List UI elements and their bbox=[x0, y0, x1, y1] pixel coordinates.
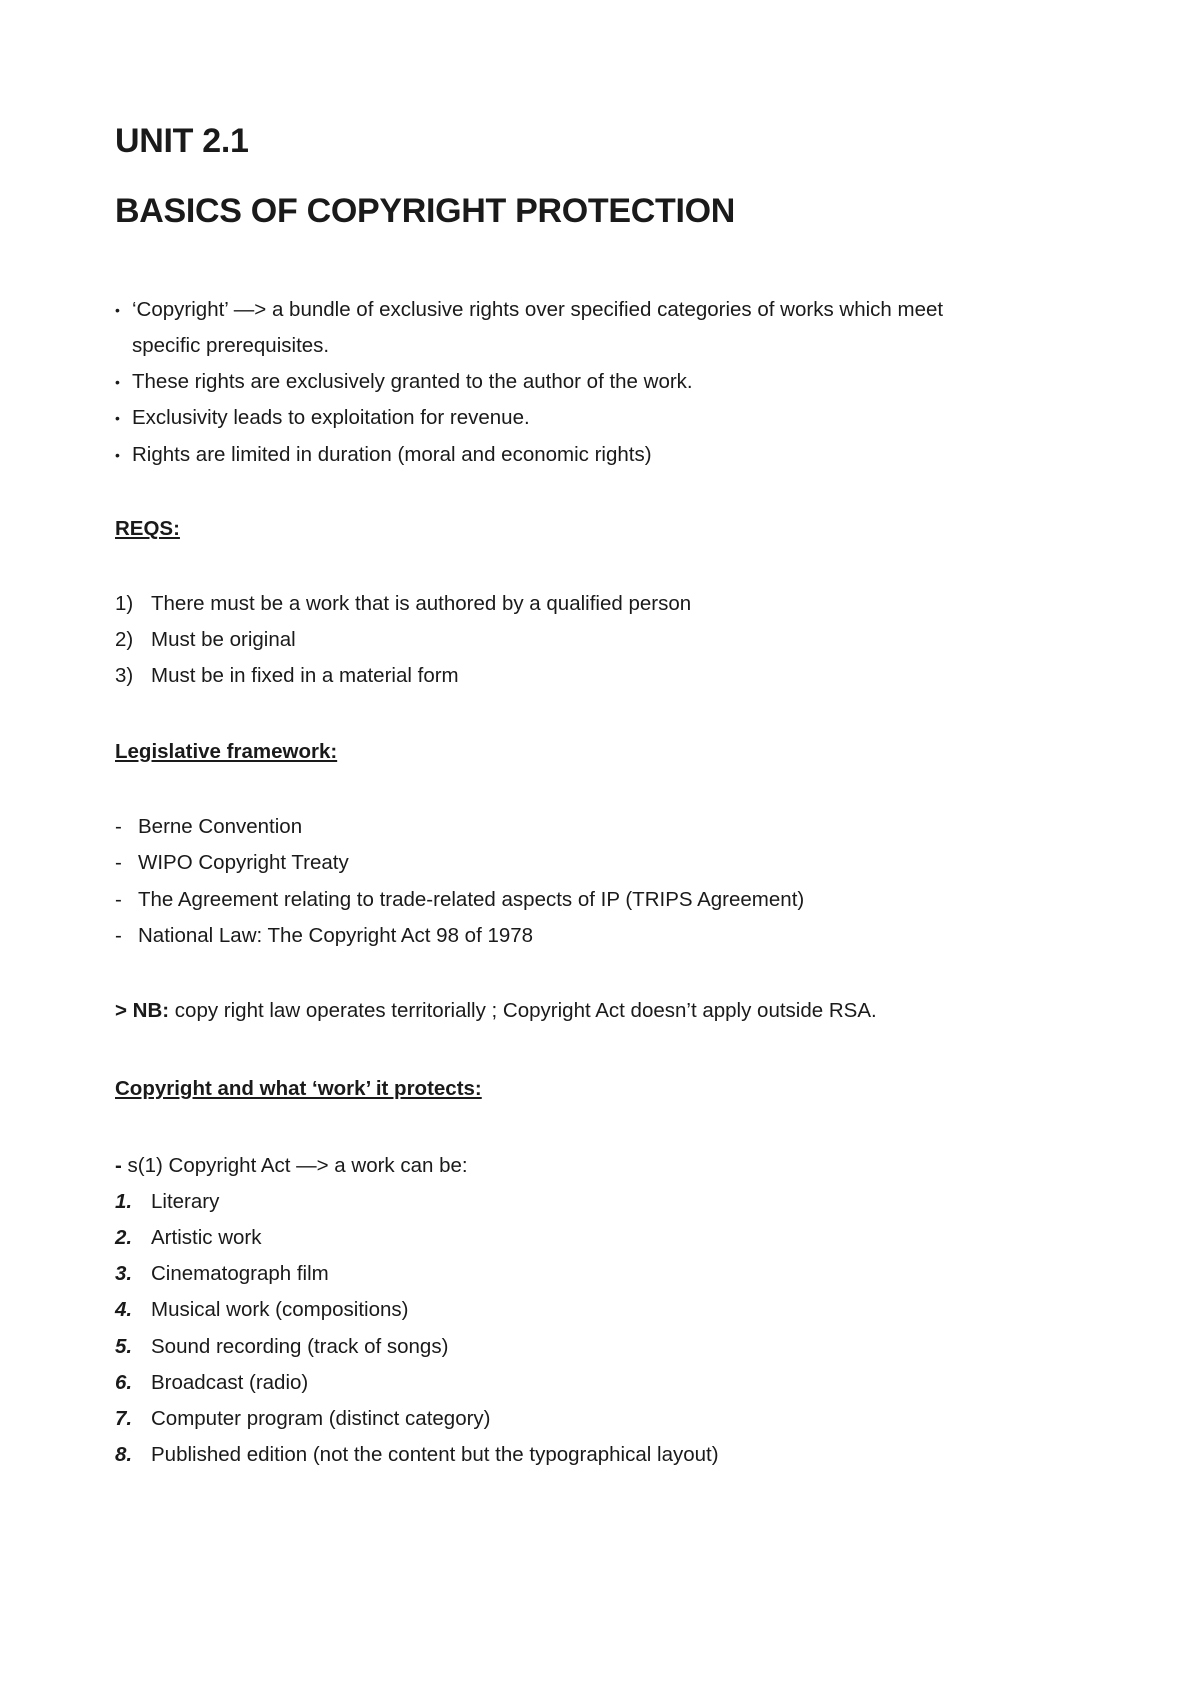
list-item: Computer program (distinct category) bbox=[151, 1407, 491, 1430]
list-number: 8. bbox=[115, 1443, 133, 1466]
bullet-marker: • bbox=[115, 302, 120, 318]
list-item: Sound recording (track of songs) bbox=[151, 1335, 449, 1358]
list-item: Must be original bbox=[151, 628, 296, 651]
list-number: 1. bbox=[115, 1190, 133, 1213]
list-item: Artistic work bbox=[151, 1226, 262, 1249]
bullet-text: Rights are limited in duration (moral and economic rights) bbox=[132, 443, 652, 466]
list-item: The Agreement relating to trade-related aspects of IP (TRIPS Agreement) bbox=[138, 888, 805, 911]
dash-marker: - bbox=[115, 888, 122, 911]
list-number: 5. bbox=[115, 1335, 133, 1358]
nb-label: > NB: bbox=[115, 999, 170, 1022]
bullet-marker: • bbox=[115, 410, 120, 426]
list-number: 6. bbox=[115, 1371, 133, 1394]
nb-text: copy right law operates territorially ; Copyright Act doesn’t apply outside RSA. bbox=[169, 999, 877, 1022]
list-number: 3. bbox=[115, 1262, 133, 1285]
unit-title: UNIT 2.1 bbox=[115, 122, 249, 160]
list-item: Must be in fixed in a material form bbox=[151, 664, 459, 687]
list-number: 4. bbox=[115, 1298, 133, 1321]
bullet-marker: • bbox=[115, 447, 120, 463]
list-item: Broadcast (radio) bbox=[151, 1371, 309, 1394]
list-item: Published edition (not the content but the typographical layout) bbox=[151, 1443, 719, 1466]
works-intro bbox=[115, 1152, 468, 1180]
list-number: 7. bbox=[115, 1407, 133, 1430]
list-item: Literary bbox=[151, 1190, 220, 1213]
dash-marker: - bbox=[115, 851, 122, 874]
list-item: Cinematograph film bbox=[151, 1262, 329, 1285]
nb-note bbox=[115, 997, 877, 1025]
list-item: WIPO Copyright Treaty bbox=[138, 851, 349, 874]
list-number: 2) bbox=[115, 628, 134, 651]
list-item: National Law: The Copyright Act 98 of 1978 bbox=[138, 924, 534, 947]
list-number: 1) bbox=[115, 592, 134, 615]
bullet-text: ‘Copyright’ —> a bundle of exclusive rights over specified categories of works which meet bbox=[132, 298, 944, 321]
works-intro-text: s(1) Copyright Act —> a work can be: bbox=[121, 1154, 468, 1177]
list-item: Berne Convention bbox=[138, 815, 303, 838]
dash-marker: - bbox=[115, 815, 122, 838]
list-number: 3) bbox=[115, 664, 134, 687]
bullet-text: These rights are exclusively granted to the author of the work. bbox=[132, 370, 693, 393]
bullet-text: Exclusivity leads to exploitation for revenue. bbox=[132, 406, 530, 429]
dash-marker: - bbox=[115, 1154, 122, 1177]
reqs-heading: REQS: bbox=[115, 517, 180, 540]
dash-marker: - bbox=[115, 924, 122, 947]
legislative-heading: Legislative framework: bbox=[115, 740, 338, 763]
list-item: Musical work (compositions) bbox=[151, 1298, 409, 1321]
list-item: There must be a work that is authored by a qualified person bbox=[151, 592, 692, 615]
works-heading: Copyright and what ‘work’ it protects: bbox=[115, 1077, 482, 1100]
bullet-text-continued: specific prerequisites. bbox=[132, 334, 330, 357]
bullet-marker: • bbox=[115, 374, 120, 390]
list-number: 2. bbox=[115, 1226, 133, 1249]
topic-title: BASICS OF COPYRIGHT PROTECTION bbox=[115, 192, 736, 230]
